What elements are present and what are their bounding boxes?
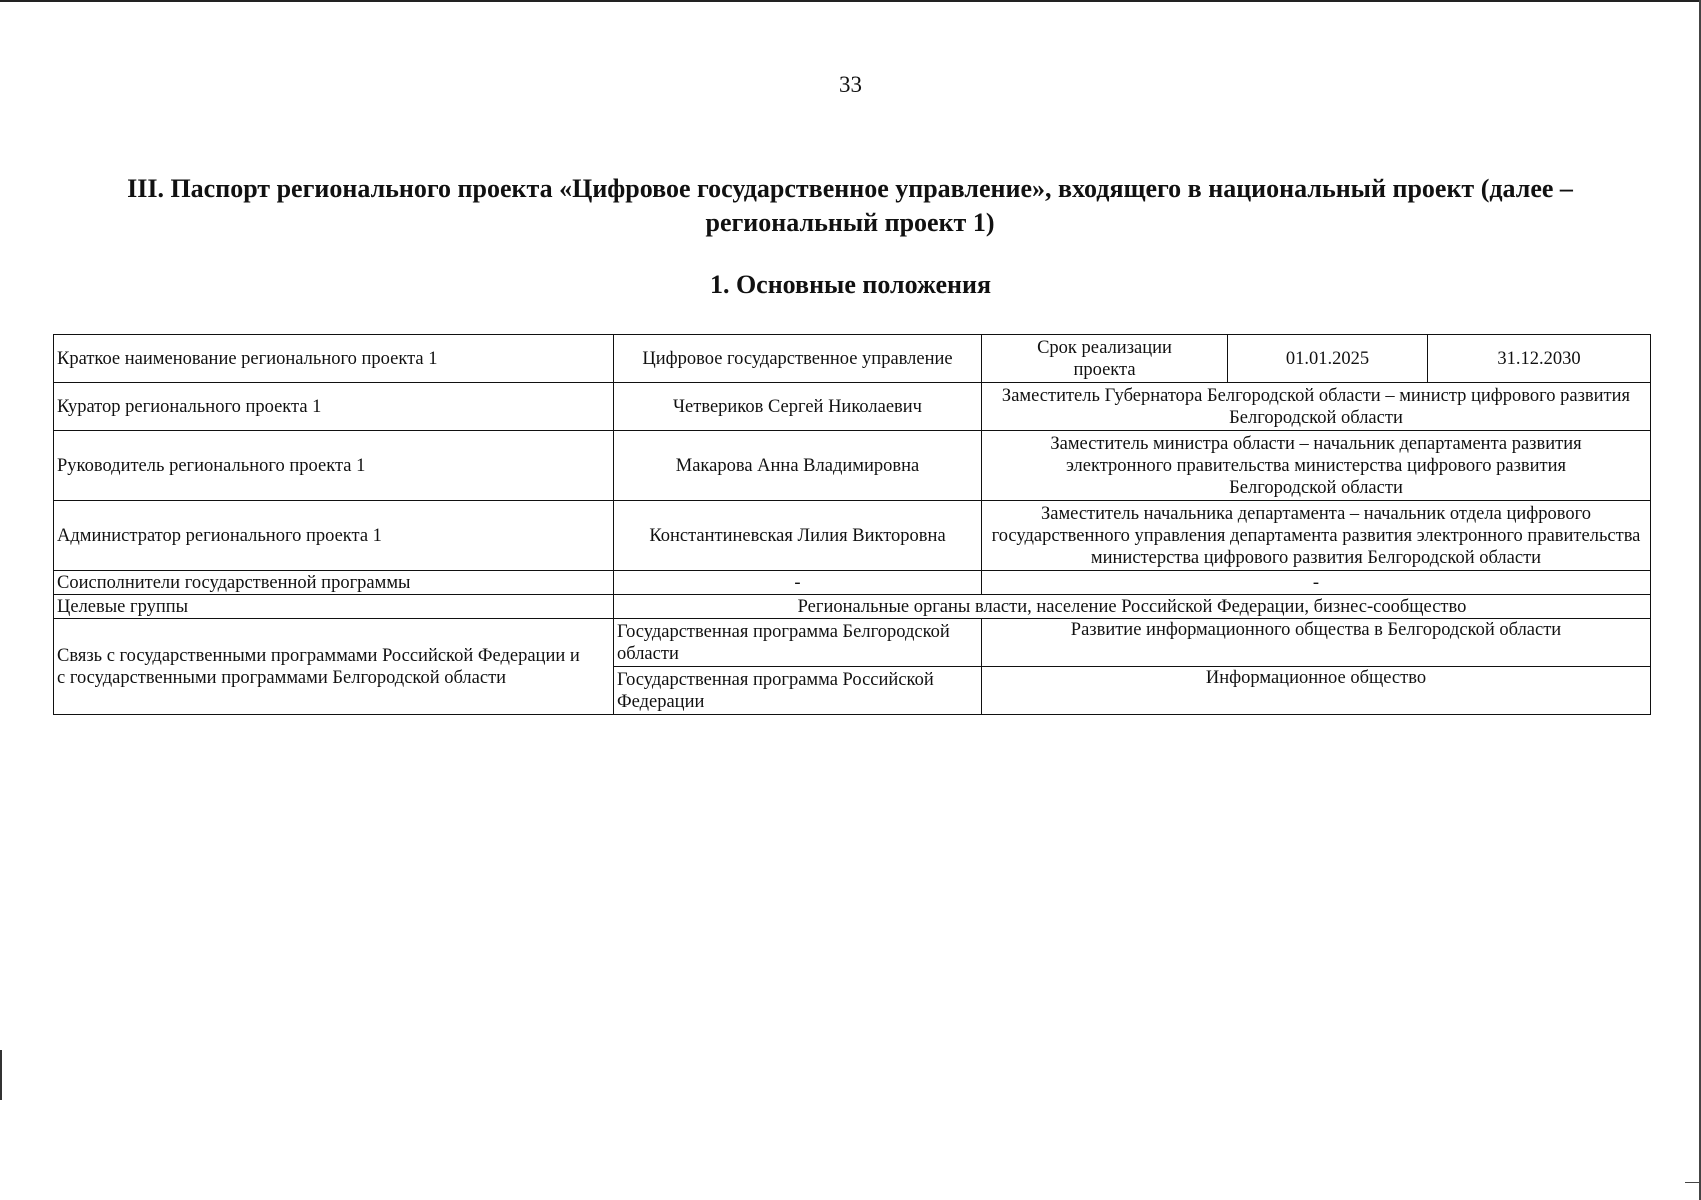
table-row-co-executors — [54, 571, 1651, 595]
curator-position: Заместитель Губернатора Белгородской области – министр цифрового развития Белгородской области — [982, 383, 1651, 431]
project-passport-table — [53, 334, 1651, 715]
federal-program-value: Информационное общество — [982, 667, 1651, 715]
regional-program-label: Государственная программа Белгородской области — [614, 619, 982, 667]
table-row-short-name — [54, 335, 1651, 383]
subsection-title: 1. Основные положения — [709, 270, 992, 299]
short-name-value: Цифровое государственное управление — [614, 335, 982, 383]
table-row-curator — [54, 383, 1651, 431]
table-row-target-groups — [54, 595, 1651, 619]
page-number: 33 — [839, 72, 862, 97]
head-label: Руководитель регионального проекта 1 — [54, 431, 614, 501]
scan-mark-left — [0, 1050, 2, 1100]
head-name: Макарова Анна Владимировна — [614, 431, 982, 501]
co-executors-value-1: - — [614, 571, 982, 595]
scan-mark-right — [1685, 1182, 1699, 1183]
federal-program-label: Государственная программа Российской Федерации — [614, 667, 982, 715]
table-row-regional-program — [54, 619, 1651, 667]
co-executors-label: Соисполнители государственной программы — [54, 571, 614, 595]
end-date: 31.12.2030 — [1428, 335, 1651, 383]
curator-label: Куратор регионального проекта 1 — [54, 383, 614, 431]
scan-edge-top — [0, 0, 1701, 2]
target-groups-value: Региональные органы власти, население Российской Федерации, бизнес-сообщество — [614, 595, 1651, 619]
section-title: III. Паспорт регионального проекта «Цифровое государственное управление», входящего в национальный проект (далее – региональный проект 1) — [127, 174, 1573, 237]
head-position: Заместитель министра области – начальник департамента развития электронного правительства министерства цифрового развития Белгородской области — [982, 431, 1651, 501]
table-row-head — [54, 431, 1651, 501]
programs-link-label: Связь с государственными программами Российской Федерации и с государственными программами Белгородской области — [54, 619, 614, 715]
target-groups-label: Целевые группы — [54, 595, 614, 619]
regional-program-value: Развитие информационного общества в Белгородской области — [982, 619, 1651, 667]
curator-name: Четвериков Сергей Николаевич — [614, 383, 982, 431]
start-date: 01.01.2025 — [1228, 335, 1428, 383]
administrator-name: Константиневская Лилия Викторовна — [614, 501, 982, 571]
short-name-label: Краткое наименование регионального проекта 1 — [54, 335, 614, 383]
term-label: Срок реализации проекта — [982, 335, 1228, 383]
administrator-label: Администратор регионального проекта 1 — [54, 501, 614, 571]
co-executors-value-2: - — [982, 571, 1651, 595]
administrator-position: Заместитель начальника департамента – начальник отдела цифрового государственного управления департамента развития электронного правительства министерства цифрового развития Белгородской области — [982, 501, 1651, 571]
table-row-administrator — [54, 501, 1651, 571]
